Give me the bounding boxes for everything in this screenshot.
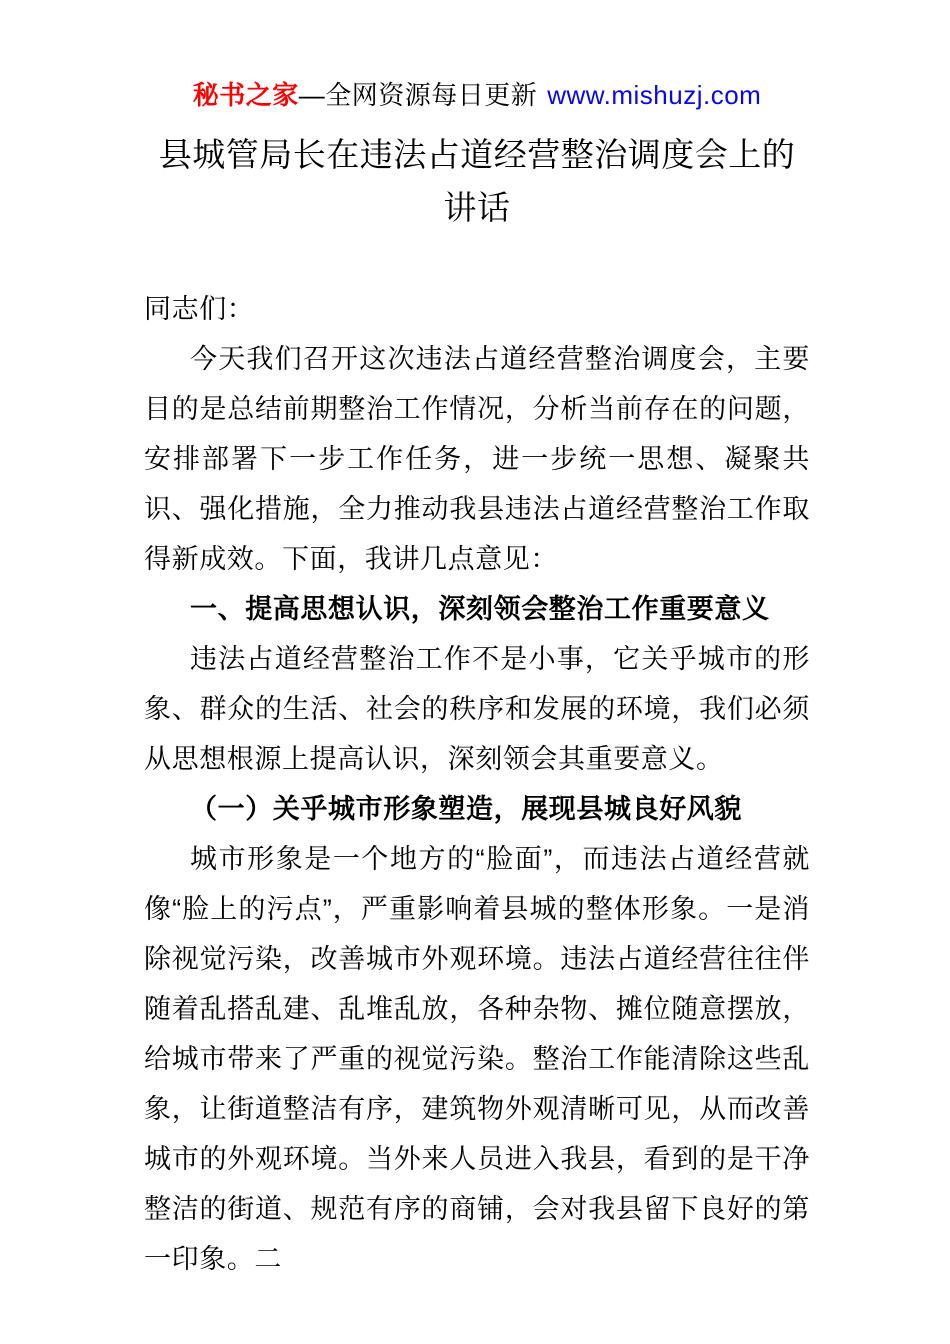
document-body [144, 284, 810, 1284]
site-brand: 秘书之家 [192, 80, 299, 110]
body-paragraph: 城市形象是一个地方的“脸面”，而违法占道经营就像“脸上的污点”，严重影响着县城的整体形象。一是消除视觉污染，改善城市外观环境。违法占道经营往往伴随着乱搭乱建、乱堆乱放，各种杂物、摊位随意摆放，给城市带来了严重的视觉污染。整治工作能清除这些乱象，让街道整洁有序，建筑物外观清晰可见，从而改善城市的外观环境。当外来人员进入我县，看到的是干净整洁的街道、规范有序的商铺，会对我县留下良好的第一印象。二 [144, 844, 810, 1274]
section-heading: 一、提高思想认识，深刻领会整治工作重要意义 [190, 594, 770, 624]
header-tagline: 全网资源每日更新 [325, 80, 538, 110]
header-separator: — [298, 80, 326, 110]
section-heading: （一）关乎城市形象塑造，展现县城良好风貌 [190, 794, 742, 824]
salutation-line: 同志们： [144, 294, 255, 324]
site-header [144, 80, 810, 110]
document-title: 县城管局长在违法占道经营整治调度会上的讲话 [158, 136, 796, 226]
site-url-link[interactable]: www.mishuzj.com [547, 80, 762, 110]
body-paragraph: 违法占道经营整治工作不是小事，它关乎城市的形象、群众的生活、社会的秩序和发展的环境，我们必须从思想根源上提高认识，深刻领会其重要意义。 [144, 644, 810, 774]
body-paragraph: 今天我们召开这次违法占道经营整治调度会，主要目的是总结前期整治工作情况，分析当前存在的问题，安排部署下一步工作任务，进一步统一思想、凝聚共识、强化措施，全力推动我县违法占道经营整治工作取得新成效。下面，我讲几点意见： [144, 344, 810, 574]
